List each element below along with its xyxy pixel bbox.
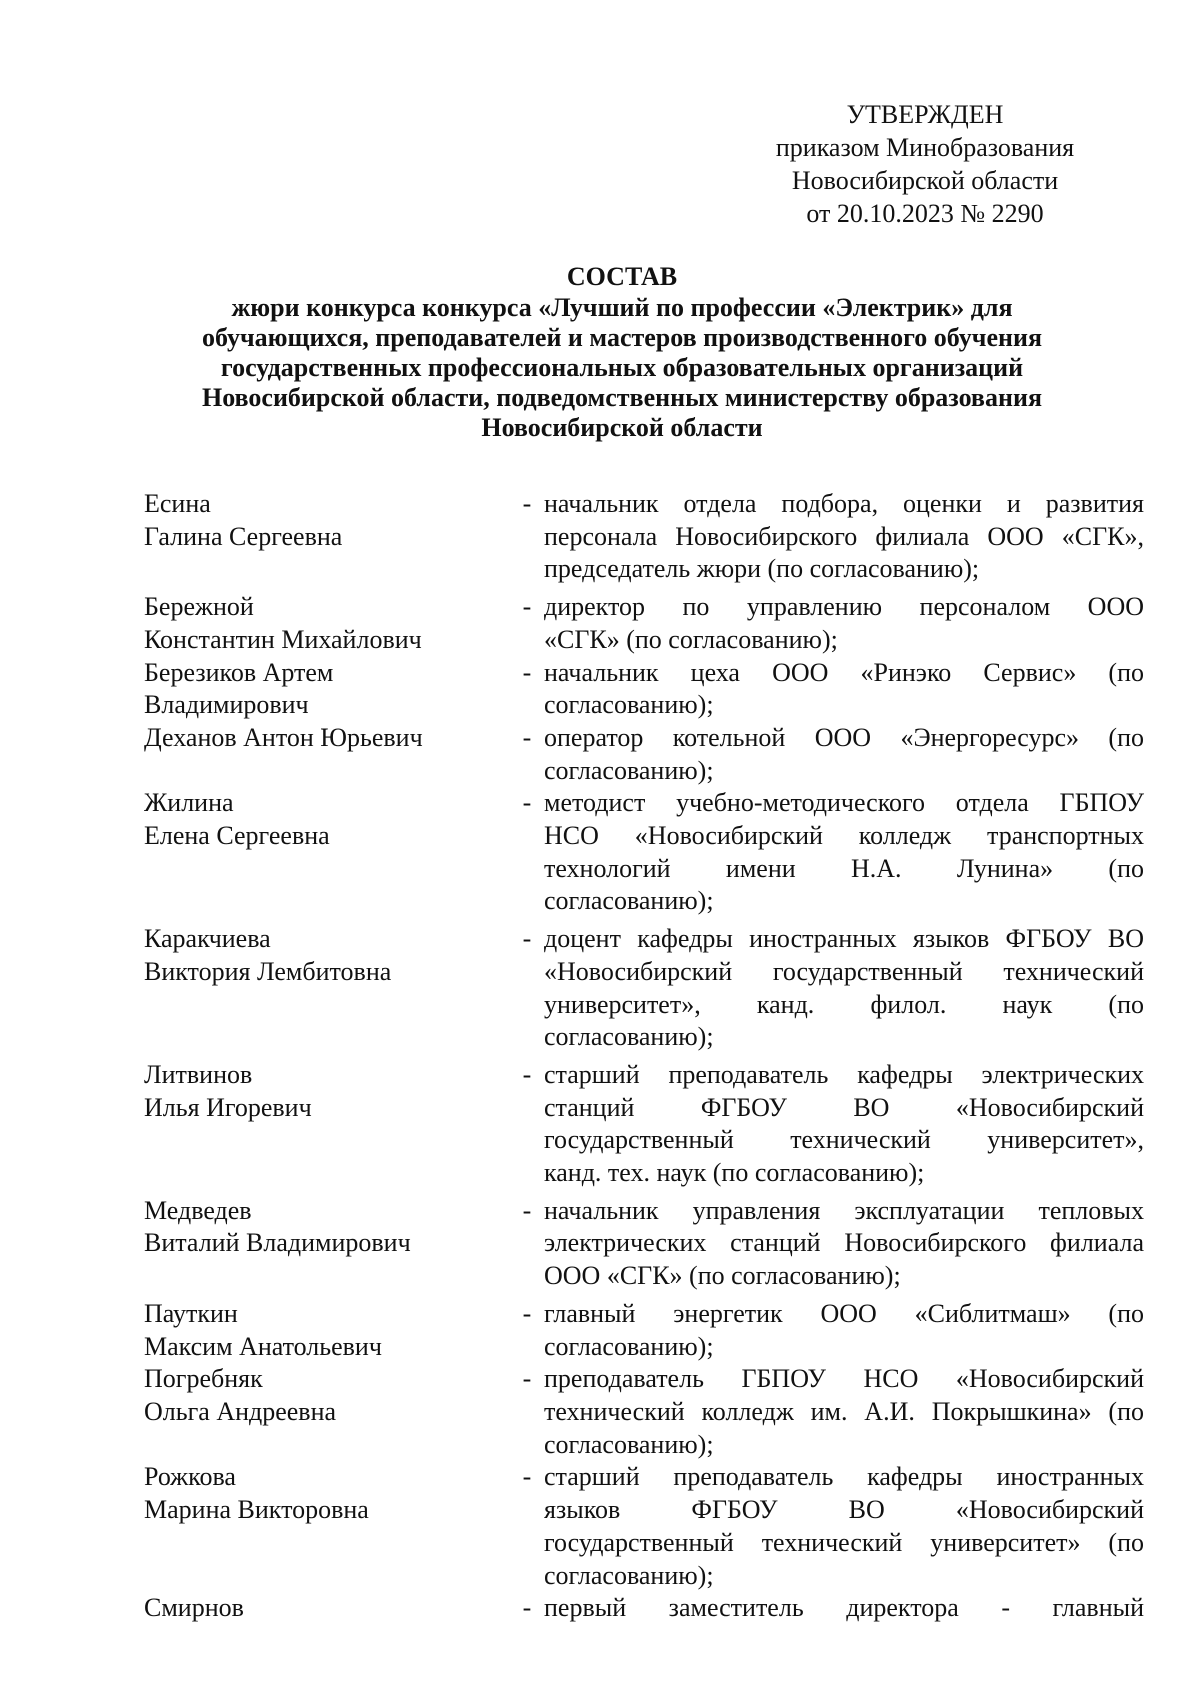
approval-title: УТВЕРЖДЕН bbox=[846, 100, 1004, 129]
member-name-line: Марина Викторовна bbox=[144, 1495, 369, 1525]
member-name-line: Константин Михайлович bbox=[144, 624, 422, 654]
jury-member-row bbox=[144, 488, 1144, 586]
member-position-line: «Новосибирский государственный технический bbox=[544, 956, 1144, 986]
member-name-line: Галина Сергеевна bbox=[144, 521, 343, 551]
member-position-line: согласованию); bbox=[544, 1331, 714, 1361]
member-position bbox=[544, 1298, 1144, 1363]
document-title bbox=[150, 262, 1094, 443]
member-name-line: Литвинов bbox=[144, 1059, 253, 1089]
member-position bbox=[544, 1461, 1144, 1592]
document-subtitle-line: Новосибирской области bbox=[481, 413, 763, 442]
jury-members-list bbox=[144, 488, 1144, 1625]
member-name-line: Есина bbox=[144, 489, 211, 518]
member-position bbox=[544, 657, 1144, 722]
member-position-line: оператор котельной ООО «Энергоресурс» (по bbox=[544, 722, 1144, 752]
member-position-line: преподаватель ГБПОУ НСО «Новосибирский bbox=[544, 1364, 1144, 1394]
jury-member-row bbox=[144, 722, 1144, 787]
member-separator: - bbox=[522, 1364, 532, 1394]
jury-member-row bbox=[144, 1059, 1144, 1190]
member-position-line: начальник отдела подбора, оценки и развития bbox=[544, 489, 1144, 518]
approval-region: Новосибирской области bbox=[791, 166, 1059, 195]
member-name bbox=[144, 591, 496, 656]
member-position-line: главный энергетик ООО «Сиблитмаш» (по bbox=[544, 1298, 1144, 1328]
member-position-line: согласованию); bbox=[544, 1560, 714, 1590]
document-subtitle-line: Новосибирской области, подведомственных министерству образования bbox=[201, 383, 1043, 412]
member-separator: - bbox=[522, 722, 532, 752]
jury-member-row bbox=[144, 787, 1144, 918]
member-position-line: НСО «Новосибирский колледж транспортных bbox=[544, 821, 1144, 851]
member-name bbox=[144, 657, 496, 722]
member-position-line: персонала Новосибирского филиала ООО «СГК», bbox=[544, 521, 1144, 551]
member-name bbox=[144, 1592, 496, 1625]
member-name-line: Деханов Антон Юрьевич bbox=[144, 722, 423, 752]
member-separator: - bbox=[522, 1195, 532, 1225]
member-position-line: «СГК» (по согласованию); bbox=[544, 624, 838, 654]
member-position-line: станций ФГБОУ ВО «Новосибирский bbox=[544, 1092, 1144, 1122]
member-name-line: Ольга Андреевна bbox=[144, 1396, 337, 1426]
member-name bbox=[144, 1461, 496, 1592]
member-position-line: канд. тех. наук (по согласованию); bbox=[544, 1158, 925, 1188]
member-name-line: Виктория Лембитовна bbox=[144, 956, 392, 986]
member-name-line: Березиков Артем bbox=[144, 657, 334, 687]
member-name bbox=[144, 787, 496, 918]
member-position-line: директор по управлению персоналом ООО bbox=[544, 592, 1144, 622]
member-position bbox=[544, 1195, 1144, 1293]
member-name bbox=[144, 923, 496, 1054]
member-position-line: доцент кафедры иностранных языков ФГБОУ ВО bbox=[544, 924, 1144, 954]
member-position-line: государственный технический университет», bbox=[544, 1125, 1144, 1155]
member-position bbox=[544, 1059, 1144, 1190]
member-position-line: методист учебно-методического отдела ГБПОУ bbox=[544, 788, 1144, 818]
jury-member-row bbox=[144, 1461, 1144, 1592]
member-separator: - bbox=[522, 788, 532, 818]
document-subtitle-line: обучающихся, преподавателей и мастеров производственного обучения bbox=[201, 323, 1043, 352]
member-name bbox=[144, 1363, 496, 1461]
member-name-line: Бережной bbox=[144, 592, 254, 622]
member-name-line: Медведев bbox=[144, 1195, 252, 1225]
member-name-line: Каракчиева bbox=[144, 924, 271, 954]
member-separator: - bbox=[522, 1059, 532, 1089]
approval-order: приказом Минобразования bbox=[775, 133, 1075, 162]
document-heading: СОСТАВ bbox=[566, 262, 678, 291]
jury-member-row bbox=[144, 1363, 1144, 1461]
member-position bbox=[544, 722, 1144, 787]
member-name-line: Елена Сергеевна bbox=[144, 821, 330, 851]
member-position bbox=[544, 488, 1144, 586]
member-name-line: Владимирович bbox=[144, 690, 309, 720]
member-position bbox=[544, 923, 1144, 1054]
approval-date-number: от 20.10.2023 № 2290 bbox=[806, 199, 1044, 228]
member-position-line: технический колледж им. А.И. Покрышкина» (по bbox=[544, 1396, 1144, 1426]
member-position-line: старший преподаватель кафедры электрических bbox=[544, 1059, 1144, 1089]
member-name bbox=[144, 488, 496, 586]
member-position-line: начальник цеха ООО «Ринэко Сервис» (по bbox=[544, 657, 1144, 687]
member-name-line: Погребняк bbox=[144, 1364, 263, 1394]
jury-member-row bbox=[144, 657, 1144, 722]
member-position-line: ООО «СГК» (по согласованию); bbox=[544, 1261, 901, 1291]
member-position-line: первый заместитель директора - главный bbox=[544, 1593, 1144, 1623]
member-name bbox=[144, 1195, 496, 1293]
member-position bbox=[544, 591, 1144, 656]
member-separator: - bbox=[522, 1462, 532, 1492]
member-name-line: Пауткин bbox=[144, 1298, 238, 1328]
jury-member-row bbox=[144, 591, 1144, 656]
document-subtitle-line: жюри конкурса конкурса «Лучший по профессии «Электрик» для bbox=[231, 293, 1013, 322]
jury-member-row bbox=[144, 1195, 1144, 1293]
member-position-line: государственный технический университет» (по bbox=[544, 1527, 1144, 1557]
member-position-line: согласованию); bbox=[544, 886, 714, 916]
member-separator: - bbox=[522, 924, 532, 954]
member-position-line: начальник управления эксплуатации тепловых bbox=[544, 1195, 1144, 1225]
approval-stamp bbox=[760, 98, 1090, 230]
member-name bbox=[144, 1059, 496, 1190]
member-name-line: Смирнов bbox=[144, 1593, 244, 1623]
jury-member-row bbox=[144, 1592, 1144, 1625]
member-separator: - bbox=[522, 1593, 532, 1623]
member-position bbox=[544, 1363, 1144, 1461]
jury-member-row bbox=[144, 1298, 1144, 1363]
member-name-line: Рожкова bbox=[144, 1462, 236, 1492]
member-position-line: языков ФГБОУ ВО «Новосибирский bbox=[544, 1495, 1144, 1525]
member-separator: - bbox=[522, 657, 532, 687]
member-name bbox=[144, 722, 496, 787]
member-name-line: Жилина bbox=[144, 788, 234, 818]
member-position-line: согласованию); bbox=[544, 1429, 714, 1459]
member-position bbox=[544, 787, 1144, 918]
member-position-line: технологий имени Н.А. Лунина» (по bbox=[544, 853, 1144, 883]
member-separator: - bbox=[522, 489, 532, 518]
member-position bbox=[544, 1592, 1144, 1625]
member-separator: - bbox=[522, 592, 532, 622]
document-subtitle-line: государственных профессиональных образовательных организаций bbox=[220, 353, 1024, 382]
member-position-line: председатель жюри (по согласованию); bbox=[544, 554, 980, 584]
member-position-line: согласованию); bbox=[544, 690, 714, 720]
member-name-line: Илья Игоревич bbox=[144, 1092, 312, 1122]
jury-member-row bbox=[144, 923, 1144, 1054]
member-name-line: Виталий Владимирович bbox=[144, 1228, 411, 1258]
member-separator: - bbox=[522, 1298, 532, 1328]
member-name-line: Максим Анатольевич bbox=[144, 1331, 382, 1361]
member-position-line: электрических станций Новосибирского филиала bbox=[544, 1228, 1144, 1258]
member-position-line: университет», канд. филол. наук (по bbox=[544, 989, 1144, 1019]
member-position-line: согласованию); bbox=[544, 755, 714, 785]
member-name bbox=[144, 1298, 496, 1363]
member-position-line: согласованию); bbox=[544, 1022, 714, 1052]
member-position-line: старший преподаватель кафедры иностранных bbox=[544, 1462, 1144, 1492]
